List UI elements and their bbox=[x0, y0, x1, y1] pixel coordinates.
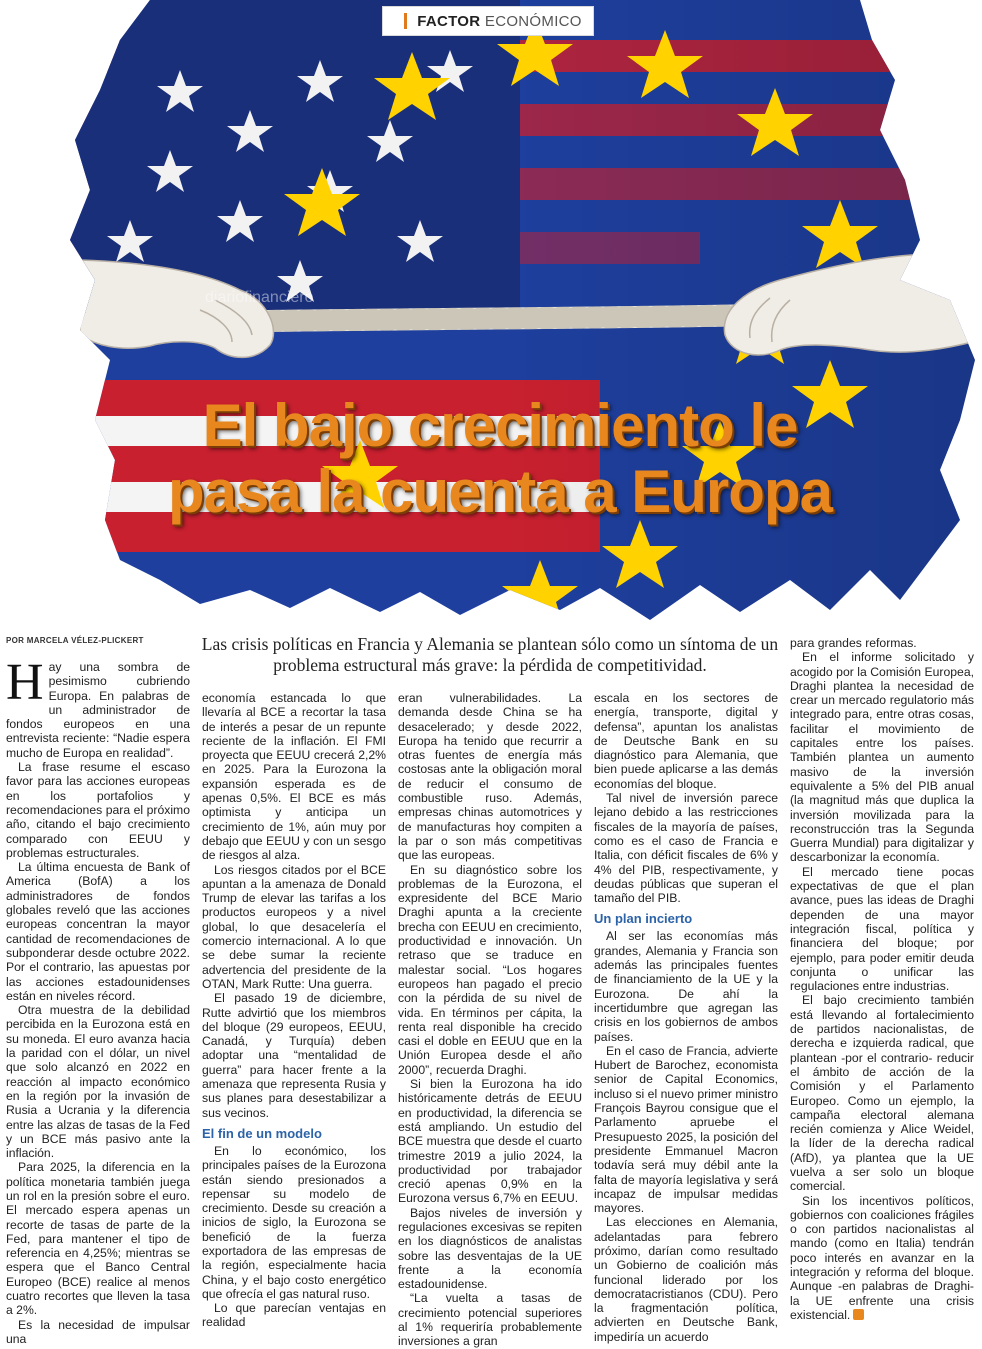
us-flag-canton bbox=[0, 0, 520, 320]
column-5 bbox=[790, 636, 974, 1322]
paragraph: Las elecciones en Alemania, adelantadas para febrero próximo, darían como resultado un Gobierno de coalición más funcional liderado por los democratacristianos (CDU). Pero la fragmentación política, advierten en Deutsche Bank, impediría un acuerdo bbox=[594, 1215, 778, 1344]
paragraph: Lo que parecían ventajas en realidad bbox=[202, 1301, 386, 1330]
section-tag bbox=[382, 6, 594, 36]
paragraph: El bajo crecimiento también está llevando al fortalecimiento de partidos nacionalistas, de derecha e izquierda radical, que plantean -por el contrario- reducir el ámbito de acción de la Comisión y el Parlamento Europeo. Como un ejemplo, la campaña electoral alemana recién comienza y Alice Weidel, la líder de la derecha radical (AfD), ya plantea que la UE vuelva a ser solo un bloque comercial. bbox=[790, 993, 974, 1194]
paragraph: Para 2025, la diferencia en la política monetaria también juega un rol en la presión sobre el euro. El mercado espera apenas un recorte de tasas de parte de la Fed, para mantener el tipo de referencia en 4,25%; mientras se espera que el Banco Central Europeo (BCE) realice al menos cuatro recortes que lleven la tasa a 2%. bbox=[6, 1160, 190, 1318]
paragraph: economía estancada lo que llevaría al BCE a recortar la tasa de interés a pesar de un repunte reciente de la inflación. El FMI proyecta que EEUU crecerá 2,2% en 2025. Para la Eurozona la expansión esperada es de apenas 0,5%. El BCE es más optimista y anticipa un crecimiento de 1%, aún muy por debajo que EEUU y con un sesgo de riesgos al alza. bbox=[202, 691, 386, 863]
drop-cap: H bbox=[6, 654, 44, 711]
paragraph: La última encuesta de Bank of America (BofA) a los administradores de fondos globales reveló que las acciones europeas concentran la mayor cantidad de recomendaciones de subponderar desde octubre 2022. Por el contrario, las apuestas por las acciones estadounidenses están en niveles récord. bbox=[6, 860, 190, 1003]
section-tag-light: ECONÓMICO bbox=[484, 12, 582, 30]
section-tag-bold: FACTOR bbox=[417, 12, 481, 30]
paragraph: El pasado 19 de diciembre, Rutte advirtió que los miembros del bloque (29 europeos, EEUU, Canadá, y Turquía) deben adoptar una “mentalidad de guerra” para hacer frente a la amenaza que representa Rusia y sus planes para desestabilizar a sus vecinos. bbox=[202, 991, 386, 1120]
paragraph: Si bien la Eurozona ha ido históricamente detrás de EEUU en productividad, la diferencia se está ampliando. Un estudio del BCE muestra que desde el cuarto trimestre 2019 a julio 2024, la productividad por trabajador creció apenas 0,9% en la Eurozona versus 6,7% en EEUU. bbox=[398, 1077, 582, 1206]
paragraph: eran vulnerabilidades. La demanda desde China se ha desacelerado; y desde 2022, Europa ha tenido que recurrir a otras fuentes de energía más costosas ante la obligación moral de reducir el consumo de combustible ruso. Además, empresas chinas automotrices y de manufacturas hoy compiten a la par o son más competitivas que las europeas. bbox=[398, 691, 582, 863]
headline-line-2: pasa la cuenta a Europa bbox=[168, 458, 832, 525]
watermark: diariofinanciero bbox=[205, 289, 314, 306]
column-1 bbox=[6, 654, 190, 1346]
paragraph: Los riesgos citados por el BCE apuntan a la amenaza de Donald Trump de elevar las tarifas a los productos europeos y a nivel global, lo que desacelería el comercio internacional. A lo que se debe sumar la reciente advertencia del presidente de la OTAN, Mark Rutte: Una guerra. bbox=[202, 862, 386, 991]
paragraph: La frase resume el escaso favor para las acciones europeas en los portafolios y recomendaciones para el próximo año, citando el bajo crecimiento comparado con EEUU y problemas estructurales. bbox=[6, 760, 190, 860]
paragraph: Bajos niveles de inversión y regulaciones excesivas se repiten en los diagnósticos de analistas sobre las desventajas de la UE frente a la economía estadounidense. bbox=[398, 1205, 582, 1292]
column-3 bbox=[398, 691, 582, 1349]
flags-tug-of-war-illustration bbox=[0, 0, 982, 625]
headline bbox=[100, 393, 900, 525]
paragraph: El mercado tiene pocas expectativas de que el plan avance, pues las ideas de Draghi dependen de una mayor integración fiscal, política y financiera del bloque; por ejemplo, para poder emitir deuda conjunta o unificar las regulaciones entre industrias. bbox=[790, 864, 974, 994]
paragraph: En su diagnóstico sobre los problemas de la Eurozona, el expresidente del BCE Mario Draghi apunta a la creciente brecha con EEUU en crecimiento, productividad e innovación. Un retraso que se traduce en malestar social. “Los hogares europeos han pagado el precio con la pérdida de su nivel de vida. En términos per cápita, la renta real disponible ha crecido casi el doble en EEUU que en la Unión Europea desde el año 2000”, recuerda Draghi. bbox=[398, 862, 582, 1077]
paragraph: En el informe solicitado y acogido por la Comisión Europea, Draghi plantea la necesidad de crear un mercado regulatorio más integrado para, entre otras cosas, facilitar el movimiento de capitales entre los países. También plantea un aumento masivo de la inversión equivalente a 5% del PIB anual (la magnitud más que duplica la inversión movilizada para la reconstrucción tras la Segunda Guerra Mundial) para digitalizar y descarbonizar la economía. bbox=[790, 650, 974, 865]
paragraph: En lo económico, los principales países de la Eurozona están siendo presionados a repensar su modelo de crecimiento. Desde su creación a inicios de siglo, la Eurozona se benefició de la fuerza exportadora de las empresas de la región, especialmente hacia China, y el bajo costo energético que ofrecía el gas natural ruso. bbox=[202, 1143, 386, 1301]
paragraph: escala en los sectores de energía, transporte, digital y defensa”, apuntan los analistas de Deutsche Bank en su diagnóstico para Alemania, que bien puede aplicarse a las demás economías del bloque. bbox=[594, 691, 778, 791]
paragraph: En el caso de Francia, advierte Hubert de Barochez, economista senior de Capital Economics, incluso si el nuevo primer ministro François Bayrou consigue que el Parlamento apruebe el Presupuesto 2025, la posición del presidente Emmanuel Macron todavía será muy débil ante la falta de mayoría legislativa y será incapaz de impulsar medidas mayores. bbox=[594, 1043, 778, 1216]
paragraph: para grandes reformas. bbox=[790, 636, 917, 650]
section-bar bbox=[404, 13, 407, 29]
subhead-fin-de-un-modelo: El fin de un modelo bbox=[202, 1125, 322, 1141]
headline-line-1: El bajo crecimiento le bbox=[202, 392, 798, 459]
column-2 bbox=[202, 691, 386, 1330]
paragraph: “La vuelta a tasas de crecimiento potencial superiores al 1% requeriría probablemente inversiones a gran bbox=[398, 1291, 582, 1349]
paragraph: Sin los incentivos políticos, gobiernos con coaliciones frágiles o con partidos nacionalistas al mando (como en Italia) tendrán poco interés en avanzar en la integración y reforma del bloque. Aunque -en palabras de Draghi- la UE enfrente una crisis existencial. bbox=[790, 1193, 974, 1322]
paragraph: Hay una sombra de pesimismo cubriendo Europa. En palabras de un administrador de fondos europeos en una entrevista reciente: “Nadie espera mucho de Europa en realidad”. bbox=[6, 654, 190, 760]
paragraph: Al ser las economías más grandes, Alemania y Francia son además las principales fuentes de financiamiento de la UE y la Eurozona. De ahí la incertidumbre que agregan las crisis en los gobiernos de ambos países. bbox=[594, 929, 778, 1044]
paragraph: Es la necesidad de impulsar una bbox=[6, 1317, 190, 1346]
byline: POR MARCELA VÉLEZ-PLICKERT bbox=[6, 636, 144, 645]
end-mark-icon bbox=[853, 1309, 864, 1320]
subhead-un-plan-incierto: Un plan incierto bbox=[594, 911, 693, 927]
paragraph: Tal nivel de inversión parece lejano debido a las restricciones fiscales de la mayoría de países, como es el caso de Francia e Italia, con déficit fiscales de 6% y 4% del PIB, respectivamente, y deudas públicas que superan el tamaño del PIB. bbox=[594, 791, 778, 906]
paragraph: Otra muestra de la debilidad percibida en la Eurozona está en su moneda. El euro avanza hacia la paridad con el dólar, un nivel que solo alcanzó en 2022 en reacción al impacto económico en la región por la invasión de Rusia a Ucrania y la diferencia entre las alzas de tasas de la Fed y un BCE más pasivo ante la inflación. bbox=[6, 1003, 190, 1161]
deck-subtitle: Las crisis políticas en Francia y Alemania se plantean sólo como un síntoma de un problema estructural más grave: la pérdida de competitividad. bbox=[201, 634, 779, 675]
hero-illustration bbox=[0, 0, 982, 625]
column-4 bbox=[594, 691, 778, 1344]
